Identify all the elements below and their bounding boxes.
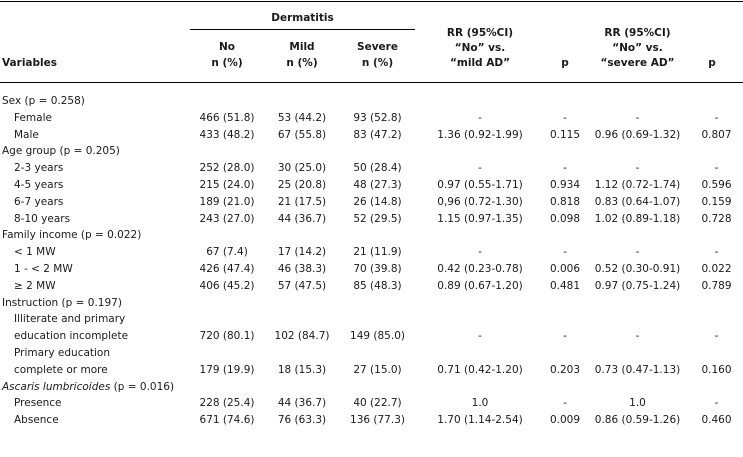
- cell-rr2: -: [635, 330, 640, 343]
- table-row: [0, 127, 743, 144]
- group-label-suffix: (p = 0.016): [110, 380, 175, 393]
- label-row: [0, 345, 743, 362]
- cell-p2: 0.789: [701, 279, 732, 292]
- group-label-text: Instruction (p = 0.197): [2, 296, 122, 309]
- cell-no: 243 (27.0): [199, 212, 255, 225]
- cell-p1: -: [563, 246, 567, 259]
- cell-severe: 70 (39.8): [353, 262, 402, 275]
- cell-mild: 44 (36.7): [277, 397, 327, 410]
- cell-rr1: 0.42 (0.23-0.78): [437, 262, 523, 275]
- cell-no: 426 (47.4): [199, 262, 255, 275]
- cell-p1: 0.009: [549, 414, 581, 427]
- group-label-text: Ascaris lumbricoides: [2, 380, 111, 393]
- cell-rr2: 1.02 (0.89-1.18): [594, 212, 681, 225]
- cell-mild: 21 (17.5): [277, 195, 327, 208]
- row-label: 4-5 years: [14, 178, 64, 191]
- group-header-row: [0, 143, 743, 160]
- cell-rr2: 0.73 (0.47-1.13): [594, 363, 681, 376]
- cell-no: 720 (80.1): [199, 330, 255, 343]
- table-row: [0, 244, 743, 261]
- cell-rr1: [415, 345, 545, 362]
- cell-rr2: 0.96 (0.69-1.32): [594, 128, 681, 141]
- cell-p1: -: [563, 330, 567, 343]
- row-label: Presence: [14, 397, 62, 410]
- cell-p1: [545, 345, 585, 362]
- cell-rr2: 0.83 (0.64-1.07): [594, 195, 681, 208]
- group-label-text: Family income (p = 0.022): [2, 229, 142, 242]
- cell-rr2: 1.12 (0.72-1.74): [594, 178, 681, 191]
- cell-no: 466 (51.8): [199, 111, 255, 124]
- cell-rr2: 0.97 (0.75-1.24): [594, 279, 681, 292]
- cell-p1: -: [563, 111, 567, 124]
- row-label: Female: [14, 111, 52, 124]
- header-no-unit: n (%): [211, 57, 243, 69]
- cell-p1: 0.006: [549, 262, 581, 275]
- cell-severe: 149 (85.0): [350, 330, 405, 343]
- cell-p1: 0.115: [549, 128, 581, 141]
- group-label: [0, 93, 743, 110]
- cell-mild: [264, 311, 340, 328]
- cell-p2: 0.160: [701, 363, 732, 376]
- group-label-text: Sex (p = 0.258): [2, 95, 85, 107]
- data-table: [0, 93, 743, 429]
- cell-p2: [690, 345, 743, 362]
- cell-severe: 93 (52.8): [353, 111, 402, 124]
- table-row: [0, 177, 743, 194]
- cell-p2: -: [714, 397, 719, 410]
- label-row: [0, 311, 743, 328]
- header-severe: Severe: [357, 41, 398, 53]
- cell-mild: 46 (38.3): [277, 262, 327, 275]
- cell-rr1: -: [478, 330, 482, 343]
- header-rr1-line2: “No” vs.: [454, 42, 506, 54]
- group-header-row: [0, 93, 743, 110]
- cell-p1: 0.818: [549, 195, 581, 208]
- cell-rr1: 1.0: [471, 397, 489, 410]
- table-row: [0, 160, 743, 177]
- group-label-text: Age group (p = 0.205): [2, 145, 120, 158]
- cell-severe: 83 (47.2): [353, 128, 402, 141]
- cell-p2: 0.460: [701, 414, 732, 427]
- row-label: < 1 MW: [14, 246, 56, 259]
- row-label: 1 - < 2 MW: [14, 262, 73, 275]
- cell-rr1: 0.71 (0.42-1.20): [437, 363, 523, 376]
- cell-p1: 0.098: [549, 212, 581, 225]
- cell-p2: 0.159: [701, 195, 732, 208]
- cell-severe: 40 (22.7): [353, 397, 402, 410]
- cell-no: 215 (24.0): [199, 178, 255, 191]
- cell-no: 433 (48.2): [199, 128, 255, 141]
- cell-rr1: 0.97 (0.55-1.71): [437, 178, 523, 191]
- cell-severe: 52 (29.5): [353, 212, 402, 225]
- group-label: [0, 227, 743, 244]
- table-row: [0, 211, 743, 228]
- cell-no: 406 (45.2): [199, 279, 255, 292]
- cell-mild: 25 (20.8): [277, 178, 327, 191]
- group-header-row: [0, 379, 743, 396]
- cell-mild: 44 (36.7): [277, 212, 327, 225]
- row-label: education incomplete: [14, 330, 129, 343]
- cell-p2: 0.596: [701, 178, 732, 191]
- cell-severe: 27 (15.0): [353, 363, 402, 376]
- cell-p2: -: [714, 330, 719, 343]
- table-row: [0, 110, 743, 127]
- cell-p1: [545, 311, 585, 328]
- header-rr2-line3: “severe AD”: [600, 57, 675, 69]
- cell-rr1: [415, 311, 545, 328]
- cell-mild: 18 (15.3): [277, 363, 327, 376]
- row-label: Illiterate and primary: [14, 313, 126, 326]
- cell-p2: 0.807: [701, 128, 732, 141]
- cell-p1: 0.203: [549, 363, 581, 376]
- header-severe-unit: n (%): [361, 57, 394, 69]
- header-variables: Variables: [2, 57, 57, 69]
- table-row: [0, 194, 743, 211]
- cell-rr2: [585, 345, 690, 362]
- cell-p1: 0.481: [549, 279, 581, 292]
- row-label: 8-10 years: [14, 212, 71, 225]
- cell-severe: 136 (77.3): [350, 414, 405, 427]
- table-top-rule: [0, 1, 743, 2]
- cell-no: [190, 345, 264, 362]
- header-rr2-line2: “No” vs.: [612, 42, 663, 54]
- cell-mild: 53 (44.2): [277, 111, 327, 124]
- cell-p1: 0.934: [549, 178, 581, 191]
- header-rr2-line1: RR (95%CI): [604, 27, 671, 39]
- row-label: ≥ 2 MW: [14, 279, 56, 292]
- cell-rr1: 0,96 (0.72-1.30): [437, 195, 523, 208]
- table-row: [0, 328, 743, 345]
- cell-mild: 67 (55.8): [277, 128, 327, 141]
- cell-mild: 57 (47.5): [277, 279, 327, 292]
- cell-rr2: [585, 311, 690, 328]
- table-row: [0, 261, 743, 278]
- cell-p2: -: [714, 111, 719, 124]
- row-label: Primary education: [14, 346, 111, 359]
- row-label: Male: [14, 128, 39, 141]
- cell-mild: 76 (63.3): [277, 414, 327, 427]
- row-label: Absence: [14, 414, 59, 427]
- cell-no: 179 (19.9): [199, 363, 255, 376]
- group-label: [0, 295, 743, 312]
- header-mild: Mild: [289, 41, 315, 53]
- cell-rr2: -: [635, 162, 640, 175]
- header-rr1-line3: “mild AD”: [450, 57, 510, 69]
- cell-p2: -: [714, 162, 719, 175]
- cell-rr2: 0.52 (0.30-0.91): [594, 262, 681, 275]
- cell-no: 252 (28.0): [199, 162, 255, 175]
- cell-p1: -: [563, 162, 567, 175]
- cell-rr1: 1.15 (0.97-1.35): [437, 212, 523, 225]
- cell-no: 67 (7.4): [206, 246, 248, 259]
- cell-no: 228 (25.4): [199, 397, 255, 410]
- cell-rr1: 1.70 (1.14-2.54): [437, 414, 523, 427]
- header-p2: p: [708, 57, 716, 69]
- header-no: No: [218, 41, 235, 53]
- cell-p2: 0.022: [701, 262, 732, 275]
- cell-rr2: 1.0: [629, 397, 646, 410]
- cell-rr1: 0.89 (0.67-1.20): [437, 279, 523, 292]
- cell-severe: 26 (14.8): [353, 195, 402, 208]
- cell-rr2: -: [635, 111, 640, 124]
- group-label: [0, 379, 743, 396]
- cell-mild: 102 (84.7): [274, 330, 330, 343]
- cell-rr1: -: [478, 111, 482, 124]
- header-dermatitis: Dermatitis: [271, 12, 334, 24]
- cell-p2: -: [714, 246, 719, 259]
- group-label: [0, 143, 743, 160]
- cell-rr2: 0.86 (0.59-1.26): [594, 414, 681, 427]
- header-rr1-line1: RR (95%CI): [446, 27, 514, 39]
- cell-severe: 85 (48.3): [353, 279, 402, 292]
- cell-no: [190, 311, 264, 328]
- cell-severe: 48 (27.3): [353, 178, 402, 191]
- cell-severe: [340, 345, 415, 362]
- row-label: complete or more: [14, 363, 108, 376]
- row-label: 6-7 years: [14, 195, 64, 208]
- cell-no: 671 (74.6): [199, 414, 255, 427]
- cell-mild: 17 (14.2): [277, 246, 327, 259]
- group-header-row: [0, 227, 743, 244]
- cell-mild: 30 (25.0): [277, 162, 327, 175]
- cell-p2: 0.728: [701, 212, 732, 225]
- cell-p2: [690, 311, 743, 328]
- cell-rr1: -: [478, 162, 482, 175]
- cell-severe: 50 (28.4): [353, 162, 402, 175]
- table-row: [0, 362, 743, 379]
- cell-severe: [340, 311, 415, 328]
- table-row: [0, 395, 743, 412]
- header-bottom-rule: [0, 82, 743, 83]
- cell-severe: 21 (11.9): [353, 246, 402, 259]
- row-label: 2-3 years: [14, 162, 64, 175]
- group-header-row: [0, 295, 743, 312]
- cell-no: 189 (21.0): [199, 195, 255, 208]
- dermatitis-span-rule: [190, 29, 415, 30]
- cell-rr1: -: [478, 246, 482, 259]
- table-row: [0, 278, 743, 295]
- header-mild-unit: n (%): [286, 57, 318, 69]
- cell-mild: [264, 345, 340, 362]
- cell-rr1: 1.36 (0.92-1.99): [437, 128, 523, 141]
- table-row: [0, 412, 743, 429]
- header-p1: p: [561, 57, 569, 69]
- cell-rr2: -: [635, 246, 640, 259]
- cell-p1: -: [563, 397, 567, 410]
